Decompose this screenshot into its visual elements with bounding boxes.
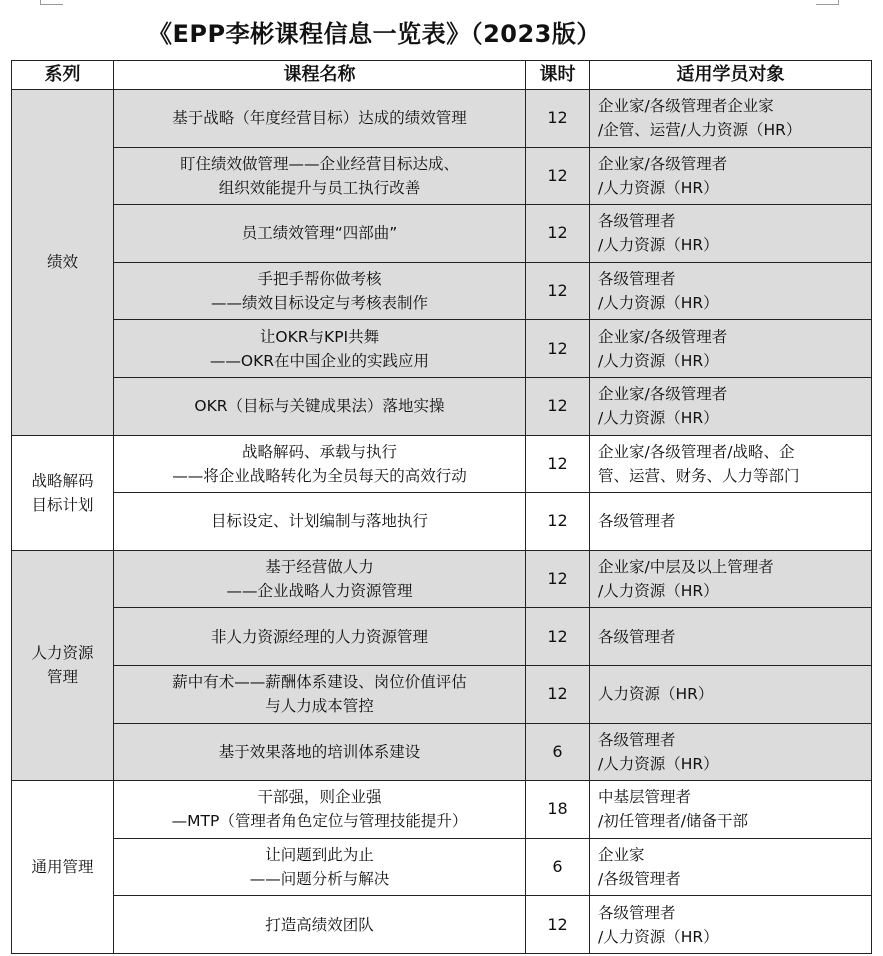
course-name-cell [114,838,526,896]
audience-line: 企业家/中层及以上管理者 [598,558,774,577]
page-corner-mark-left [40,0,63,5]
course-name-cell [114,550,526,608]
audience-line: 企业家 [598,846,645,865]
hours-cell: 12 [526,435,590,493]
audience-line: 各级管理者 [598,627,676,646]
table-row [12,493,872,551]
column-header-hours: 课时 [526,61,590,90]
audience-line: /人力资源（HR） [598,927,719,946]
course-name-line: 基于战略（年度经营目标）达成的绩效管理 [172,109,467,128]
table-row [12,377,872,435]
course-name-line: 打造高绩效团队 [265,915,374,934]
course-name-line: 盯住绩效做管理——企业经营目标达成、 [179,154,459,173]
course-name-line: 战略解码、承载与执行 [241,442,397,461]
audience-line: 企业家/各级管理者 [598,154,728,173]
audience-cell [590,320,872,378]
audience-cell [590,147,872,205]
series-cell [12,90,114,436]
course-name-line: 基于经营做人力 [265,558,374,577]
table-header-row [12,61,872,90]
table-row [12,665,872,723]
table-row [12,205,872,263]
course-name-line: 非人力资源经理的人力资源管理 [210,627,428,646]
audience-cell [590,205,872,263]
course-name-cell [114,205,526,263]
hours-cell: 12 [526,665,590,723]
audience-line: 人力资源（HR） [598,685,714,704]
hours-cell: 12 [526,90,590,148]
series-cell [12,550,114,780]
audience-line: /企管、运营/人力资源（HR） [598,121,802,140]
table-row [12,90,872,148]
course-name-line: ——OKR在中国企业的实践应用 [209,351,430,370]
course-name-cell [114,781,526,839]
course-name-line: ——企业战略人力资源管理 [226,582,413,601]
course-name-line: ——绩效目标设定与考核表制作 [210,294,428,313]
course-name-line: 让OKR与KPI共舞 [259,327,380,346]
course-name-line: 干部强，则企业强 [257,788,382,807]
audience-cell [590,723,872,781]
series-label: 目标计划 [31,495,94,514]
course-name-cell [114,896,526,954]
course-name-line: 组织效能提升与员工执行改善 [218,178,421,197]
column-header-series: 系列 [12,61,114,90]
audience-cell [590,781,872,839]
audience-line: /人力资源（HR） [598,409,719,428]
audience-cell [590,665,872,723]
course-name-cell [114,723,526,781]
hours-cell: 12 [526,896,590,954]
audience-line: 各级管理者 [598,903,676,922]
table-row [12,896,872,954]
course-name-cell [114,147,526,205]
course-name-cell [114,493,526,551]
series-label: 战略解码 [31,471,94,490]
audience-line: /初任管理者/储备干部 [598,812,748,831]
course-name-cell [114,377,526,435]
audience-line: 各级管理者 [598,270,676,289]
table-row [12,608,872,666]
hours-cell: 12 [526,493,590,551]
course-name-line: 薪中有术——薪酬体系建设、岗位价值评估 [172,673,467,692]
audience-line: /人力资源（HR） [598,294,719,313]
audience-line: /人力资源（HR） [598,754,719,773]
document-title: 《EPP李彬课程信息一览表》（2023版） [148,20,601,48]
course-name-line: 员工绩效管理“四部曲” [241,224,398,243]
series-label: 管理 [46,668,78,687]
audience-line: 企业家/各级管理者/战略、企 [598,442,795,461]
audience-line: 企业家/各级管理者 [598,327,728,346]
audience-cell [590,435,872,493]
audience-cell [590,377,872,435]
table-row [12,147,872,205]
course-name-line: ——将企业战略转化为全员每天的高效行动 [172,466,467,485]
audience-cell [590,608,872,666]
column-header-course-name: 课程名称 [114,61,526,90]
audience-cell [590,493,872,551]
hours-cell: 12 [526,377,590,435]
course-name-cell [114,608,526,666]
audience-line: 管、运营、财务、人力等部门 [598,466,800,485]
column-header-audience: 适用学员对象 [590,61,872,90]
course-name-line: 让问题到此为止 [265,846,374,865]
course-name-cell [114,320,526,378]
series-label: 绩效 [46,253,78,272]
course-name-line: 目标设定、计划编制与落地执行 [210,512,428,531]
course-name-cell [114,435,526,493]
course-name-line: 基于效果落地的培训体系建设 [218,742,421,761]
table-row [12,320,872,378]
audience-cell [590,90,872,148]
audience-cell [590,896,872,954]
audience-cell [590,550,872,608]
course-name-cell [114,262,526,320]
hours-cell: 6 [526,723,590,781]
series-cell [12,435,114,550]
course-table [11,60,872,954]
hours-cell: 6 [526,838,590,896]
hours-cell: 12 [526,147,590,205]
audience-cell [590,838,872,896]
audience-line: /人力资源（HR） [598,236,719,255]
audience-line: /人力资源（HR） [598,351,719,370]
table-row [12,550,872,608]
table-row [12,723,872,781]
course-name-cell [114,665,526,723]
audience-line: 企业家/各级管理者 [598,385,728,404]
table-row [12,781,872,839]
audience-line: 企业家/各级管理者企业家 [598,97,774,116]
course-name-line: 与人力成本管控 [265,697,374,716]
hours-cell: 12 [526,205,590,263]
audience-cell [590,262,872,320]
course-name-line: 手把手帮你做考核 [257,270,382,289]
audience-line: /人力资源（HR） [598,582,719,601]
audience-line: 中基层管理者 [598,788,692,807]
series-cell [12,781,114,954]
table-row [12,838,872,896]
hours-cell: 12 [526,608,590,666]
course-name-line: ——问题分析与解决 [249,870,390,889]
hours-cell: 18 [526,781,590,839]
audience-line: 各级管理者 [598,730,676,749]
course-name-line: OKR（目标与关键成果法）落地实操 [194,397,445,416]
page-corner-mark-right [816,0,839,5]
hours-cell: 12 [526,320,590,378]
hours-cell: 12 [526,550,590,608]
audience-line: 各级管理者 [598,212,676,231]
table-row [12,262,872,320]
series-label: 通用管理 [31,858,94,877]
series-label: 人力资源 [31,644,94,663]
audience-line: /人力资源（HR） [598,178,719,197]
table-body [12,90,872,954]
hours-cell: 12 [526,262,590,320]
course-name-line: —MTP（管理者角色定位与管理技能提升） [171,812,468,831]
audience-line: 各级管理者 [598,512,676,531]
table-row [12,435,872,493]
course-name-cell [114,90,526,148]
audience-line: /各级管理者 [598,870,681,889]
